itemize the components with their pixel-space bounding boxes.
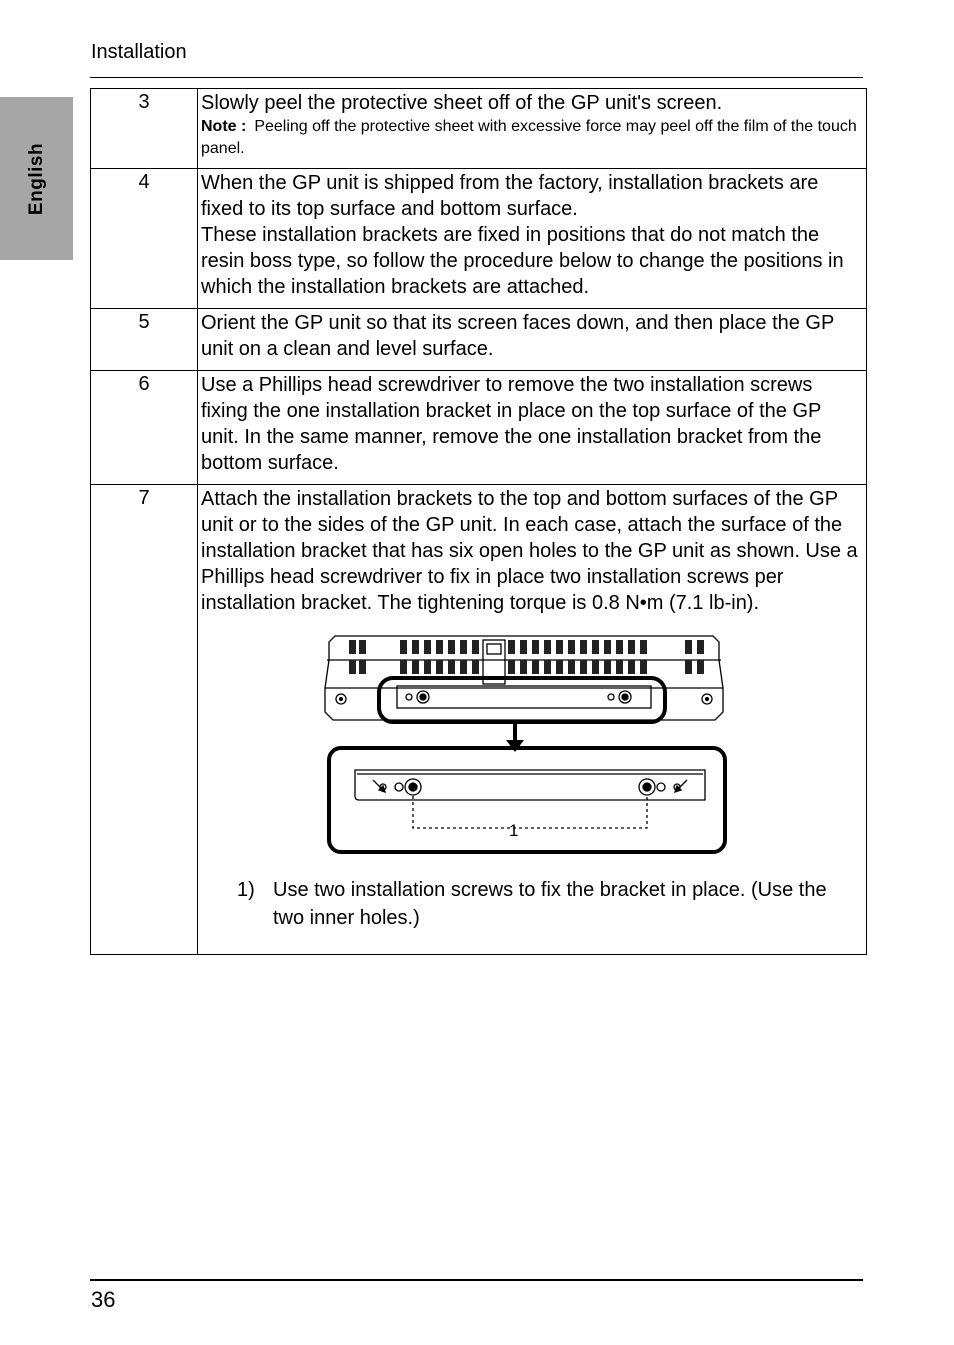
step-number: 5 [91,309,198,371]
note-text: Peeling off the protective sheet with excessive force may peel off the film of the touch panel. [201,118,857,157]
step-text: Attach the installation brackets to the top and bottom surfaces of the GP unit or to the sides of the GP unit. In each case, attach the surface of the installation bracket that has six open holes to the GP unit as shown. Use a Phillips head screwdriver to fix in place two installation screws per installation bracket. The tightening torque is 0.8 N•m (7.1 lb-in). [201,488,858,614]
installation-steps-table [90,88,867,955]
step-text-continued: These installation brackets are fixed in positions that do not match the resin boss type, so follow the procedure below to change the positions in which the installation brackets are attached. [201,224,844,298]
step-number: 4 [91,169,198,309]
step-row [91,169,867,309]
step-row [91,371,867,485]
step-number: 7 [91,485,198,955]
page-number: 36 [91,1287,116,1312]
unit-mount-holes [336,694,712,704]
step-row [91,309,867,371]
step-note [201,116,860,160]
page-header-title: Installation [91,41,187,63]
header-divider [90,77,863,78]
list-marker: 1) [237,879,255,901]
step-text: Use a Phillips head screwdriver to remove the two installation screws fixing the one installation bracket in place on the top surface of the GP unit. In the same manner, remove the one installation bracket from the bottom surface. [201,374,822,474]
callout-dashed-leader [413,796,647,828]
step-text-cell [198,309,867,371]
ventilation-slots [349,640,704,674]
figure-callout-label: 1 [509,821,519,840]
step-text: Slowly peel the protective sheet off of the GP unit's screen. [201,92,723,114]
list-item [237,876,860,932]
bracket-diagram [201,628,867,868]
step-row [91,485,867,955]
note-label: Note : [201,118,247,135]
step-text: Orient the GP unit so that its screen faces down, and then place the GP unit on a clean and level surface. [201,312,834,360]
bracket-on-unit [397,686,651,708]
step-text-cell [198,89,867,169]
bracket-installation-figure [201,628,867,868]
step-number: 3 [91,89,198,169]
bracket-detail [355,770,705,800]
language-side-tab [0,97,73,260]
step-text-cell [198,371,867,485]
step-number: 6 [91,371,198,485]
step-row [91,89,867,169]
language-label: English [25,142,47,215]
list-item-text: Use two installation screws to fix the bracket in place. (Use the two inner holes.) [273,879,827,929]
step-text: When the GP unit is shipped from the factory, installation brackets are fixed to its top surface and bottom surface. [201,172,819,220]
step-text-cell [198,485,867,955]
footer-divider [90,1279,863,1281]
step-text-cell [198,169,867,309]
